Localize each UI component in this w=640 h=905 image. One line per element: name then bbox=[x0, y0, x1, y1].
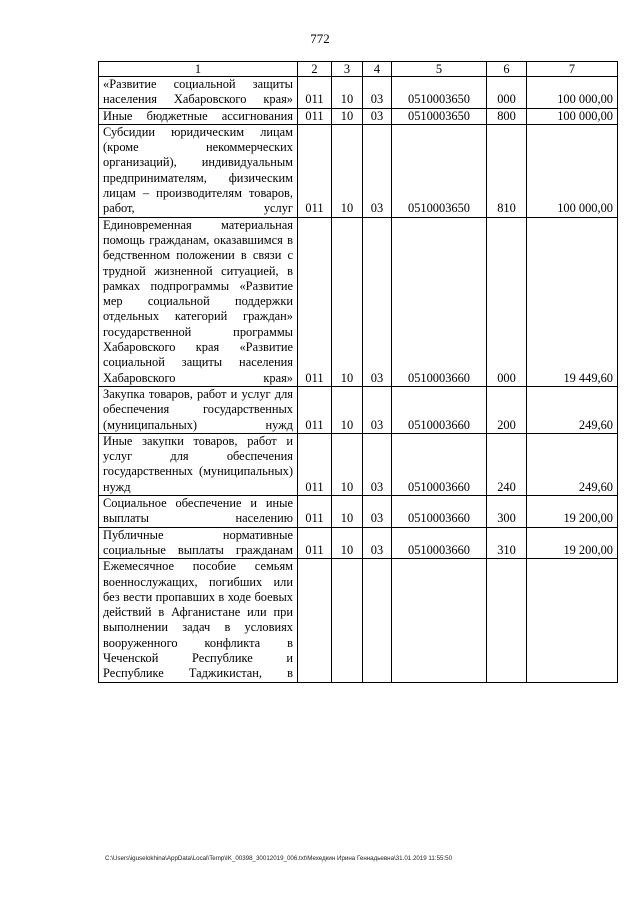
table-row bbox=[99, 559, 618, 682]
cell-expense-type: 000 bbox=[487, 77, 527, 109]
cell-amount: 100 000,00 bbox=[527, 108, 618, 124]
cell-target-article: 0510003660 bbox=[392, 433, 487, 495]
cell-subsection: 03 bbox=[363, 433, 392, 495]
table-row bbox=[99, 217, 618, 386]
cell-subsection: 03 bbox=[363, 217, 392, 386]
table-row bbox=[99, 386, 618, 433]
cell-target-article: 0510003650 bbox=[392, 108, 487, 124]
row-name: Единовременная материальная помощь гражданам, оказавшимся в бедственном положении в связи с трудной жизненной ситуацией, в рамках подпрограммы «Развитие мер социальной поддержки отдельных категорий граждан» государственной программы Хабаровского края «Развитие социальной защиты населения Хабаровского края» bbox=[99, 217, 298, 386]
cell-section: 10 bbox=[332, 217, 363, 386]
column-header-1: 1 bbox=[99, 62, 298, 77]
cell-subsection: 03 bbox=[363, 108, 392, 124]
cell-amount: 19 449,60 bbox=[527, 217, 618, 386]
cell-ministry: 011 bbox=[298, 386, 332, 433]
column-header-4: 4 bbox=[363, 62, 392, 77]
cell-section: 10 bbox=[332, 527, 363, 559]
cell-section: 10 bbox=[332, 496, 363, 528]
cell-expense-type: 810 bbox=[487, 124, 527, 217]
table-row bbox=[99, 496, 618, 528]
cell-section: 10 bbox=[332, 77, 363, 109]
row-name: Публичные нормативные социальные выплаты гражданам bbox=[99, 527, 298, 559]
cell-ministry: 011 bbox=[298, 527, 332, 559]
row-name: Ежемесячное пособие семьям военнослужащих, погибших или без вести пропавших в ходе боевых действий в Афганистане или при выполнении задач в условиях вооруженного конфликта в Чеченской Республике и Республике Таджикистан, в bbox=[99, 559, 298, 682]
cell-target-article: 0510003660 bbox=[392, 527, 487, 559]
table-row bbox=[99, 433, 618, 495]
cell-expense-type: 200 bbox=[487, 386, 527, 433]
cell-ministry bbox=[298, 559, 332, 682]
row-name: Иные закупки товаров, работ и услуг для обеспечения государственных (муниципальных) нужд bbox=[99, 433, 298, 495]
table-row bbox=[99, 124, 618, 217]
column-header-3: 3 bbox=[332, 62, 363, 77]
page-number: 772 bbox=[310, 31, 330, 46]
table-row bbox=[99, 527, 618, 559]
cell-target-article bbox=[392, 559, 487, 682]
cell-expense-type: 000 bbox=[487, 217, 527, 386]
cell-target-article: 0510003660 bbox=[392, 217, 487, 386]
cell-ministry: 011 bbox=[298, 496, 332, 528]
budget-table bbox=[98, 61, 618, 683]
cell-subsection: 03 bbox=[363, 124, 392, 217]
cell-subsection bbox=[363, 559, 392, 682]
cell-amount: 100 000,00 bbox=[527, 124, 618, 217]
file-path-footer: C:\Users\iguselokhina\AppData\Local\Temp\IK_00398_30012019_006.txt\Мехедкин Ирина Геннадьевна\31.01.2019 11:55:50 bbox=[105, 855, 453, 862]
column-header-7: 7 bbox=[527, 62, 618, 77]
cell-ministry: 011 bbox=[298, 433, 332, 495]
cell-amount bbox=[527, 559, 618, 682]
cell-amount: 19 200,00 bbox=[527, 527, 618, 559]
cell-expense-type: 300 bbox=[487, 496, 527, 528]
column-header-5: 5 bbox=[392, 62, 487, 77]
row-name: «Развитие социальной защиты населения Хабаровского края» bbox=[99, 77, 298, 109]
cell-ministry: 011 bbox=[298, 108, 332, 124]
cell-ministry: 011 bbox=[298, 124, 332, 217]
cell-section: 10 bbox=[332, 433, 363, 495]
table-row bbox=[99, 77, 618, 109]
row-name: Субсидии юридическим лицам (кроме некоммерческих организаций), индивидуальным предпринимателям, физическим лицам – производителям товаров, работ, услуг bbox=[99, 124, 298, 217]
cell-amount: 19 200,00 bbox=[527, 496, 618, 528]
cell-subsection: 03 bbox=[363, 77, 392, 109]
cell-ministry: 011 bbox=[298, 217, 332, 386]
row-name: Закупка товаров, работ и услуг для обеспечения государственных (муниципальных) нужд bbox=[99, 386, 298, 433]
cell-subsection: 03 bbox=[363, 527, 392, 559]
cell-expense-type bbox=[487, 559, 527, 682]
cell-target-article: 0510003660 bbox=[392, 386, 487, 433]
cell-subsection: 03 bbox=[363, 496, 392, 528]
cell-target-article: 0510003650 bbox=[392, 77, 487, 109]
cell-section: 10 bbox=[332, 386, 363, 433]
table-row bbox=[99, 108, 618, 124]
cell-expense-type: 240 bbox=[487, 433, 527, 495]
row-name: Социальное обеспечение и иные выплаты населению bbox=[99, 496, 298, 528]
cell-subsection: 03 bbox=[363, 386, 392, 433]
cell-expense-type: 310 bbox=[487, 527, 527, 559]
cell-section: 10 bbox=[332, 124, 363, 217]
cell-expense-type: 800 bbox=[487, 108, 527, 124]
cell-target-article: 0510003660 bbox=[392, 496, 487, 528]
table-header-row bbox=[99, 62, 618, 77]
cell-amount: 100 000,00 bbox=[527, 77, 618, 109]
cell-section bbox=[332, 559, 363, 682]
cell-target-article: 0510003650 bbox=[392, 124, 487, 217]
cell-ministry: 011 bbox=[298, 77, 332, 109]
cell-amount: 249,60 bbox=[527, 433, 618, 495]
cell-amount: 249,60 bbox=[527, 386, 618, 433]
row-name: Иные бюджетные ассигнования bbox=[99, 108, 298, 124]
column-header-6: 6 bbox=[487, 62, 527, 77]
column-header-2: 2 bbox=[298, 62, 332, 77]
cell-section: 10 bbox=[332, 108, 363, 124]
